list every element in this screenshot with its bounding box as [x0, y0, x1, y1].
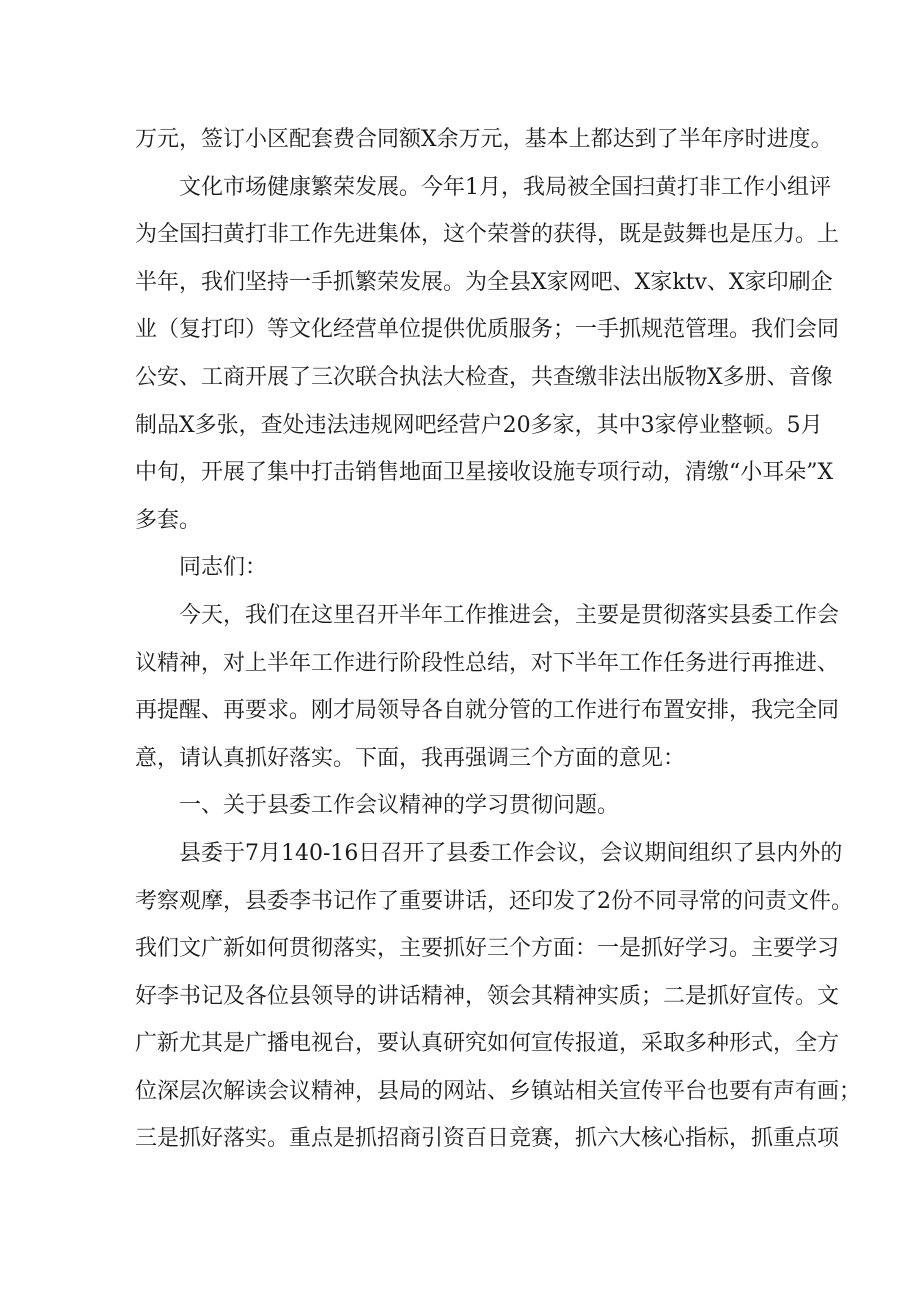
text-line: 中旬，开展了集中打击销售地面卫星接收设施专项行动，清缴“小耳朵”X — [135, 460, 834, 486]
text-line: 制品X多张，查处违法违规网吧经营户20多家，其中3家停业整顿。5月 — [135, 412, 823, 438]
text-line: 位深层次解读会议精神，县局的网站、乡镇站相关宣传平台也要有声有画； — [135, 1078, 862, 1104]
text-line: 好李书记及各位县领导的讲话精神，领会其精神实质；二是抓好宣传。文 — [135, 983, 840, 1009]
text-line: 我们文广新如何贯彻落实，主要抓好三个方面：一是抓好学习。主要学习 — [135, 936, 840, 962]
text-line: 万元，签订小区配套费合同额X余万元，基本上都达到了半年序时进度。 — [135, 127, 833, 152]
paragraph-start: 今天，我们在这里召开半年工作推进会，主要是贯彻落实县委工作会 — [179, 602, 840, 628]
section-heading: 一、关于县委工作会议精神的学习贯彻问题。 — [179, 793, 620, 819]
salutation: 同志们： — [179, 555, 268, 581]
text-line: 半年，我们坚持一手抓繁荣发展。为全县X家网吧、X家ktv、X家印刷企 — [135, 269, 833, 295]
text-line: 业（复打印）等文化经营单位提供优质服务；一手抓规范管理。我们会同 — [135, 317, 840, 343]
text-line: 三是抓好落实。重点是抓招商引资百日竞赛，抓六大核心指标，抓重点项 — [135, 1126, 840, 1152]
text-line: 再提醒、再要求。刚才局领导各自就分管的工作进行布置安排，我完全同 — [135, 698, 840, 724]
text-line: 广新尤其是广播电视台，要认真研究如何宣传报道，采取多种形式，全方 — [135, 1031, 840, 1057]
paragraph-start: 文化市场健康繁荣发展。今年1月，我局被全国扫黄打非工作小组评 — [179, 174, 831, 200]
text-line: 为全国扫黄打非工作先进集体，这个荣誉的获得，既是鼓舞也是压力。上 — [135, 222, 840, 248]
document-body — [135, 116, 862, 1163]
text-line: 意，请认真抓好落实。下面，我再强调三个方面的意见： — [135, 745, 686, 771]
text-line: 议精神，对上半年工作进行阶段性总结，对下半年工作任务进行再推进、 — [135, 650, 840, 676]
text-line: 多套。 — [135, 507, 202, 533]
paragraph-start: 县委于7月140-16日召开了县委工作会议，会议期间组织了县内外的 — [179, 840, 843, 866]
text-line: 考察观摩，县委李书记作了重要讲话，还印发了2份不同寻常的问责文件。 — [135, 888, 853, 914]
text-line: 公安、工商开展了三次联合执法大检查，共查缴非法出版物X多册、音像 — [135, 364, 833, 390]
